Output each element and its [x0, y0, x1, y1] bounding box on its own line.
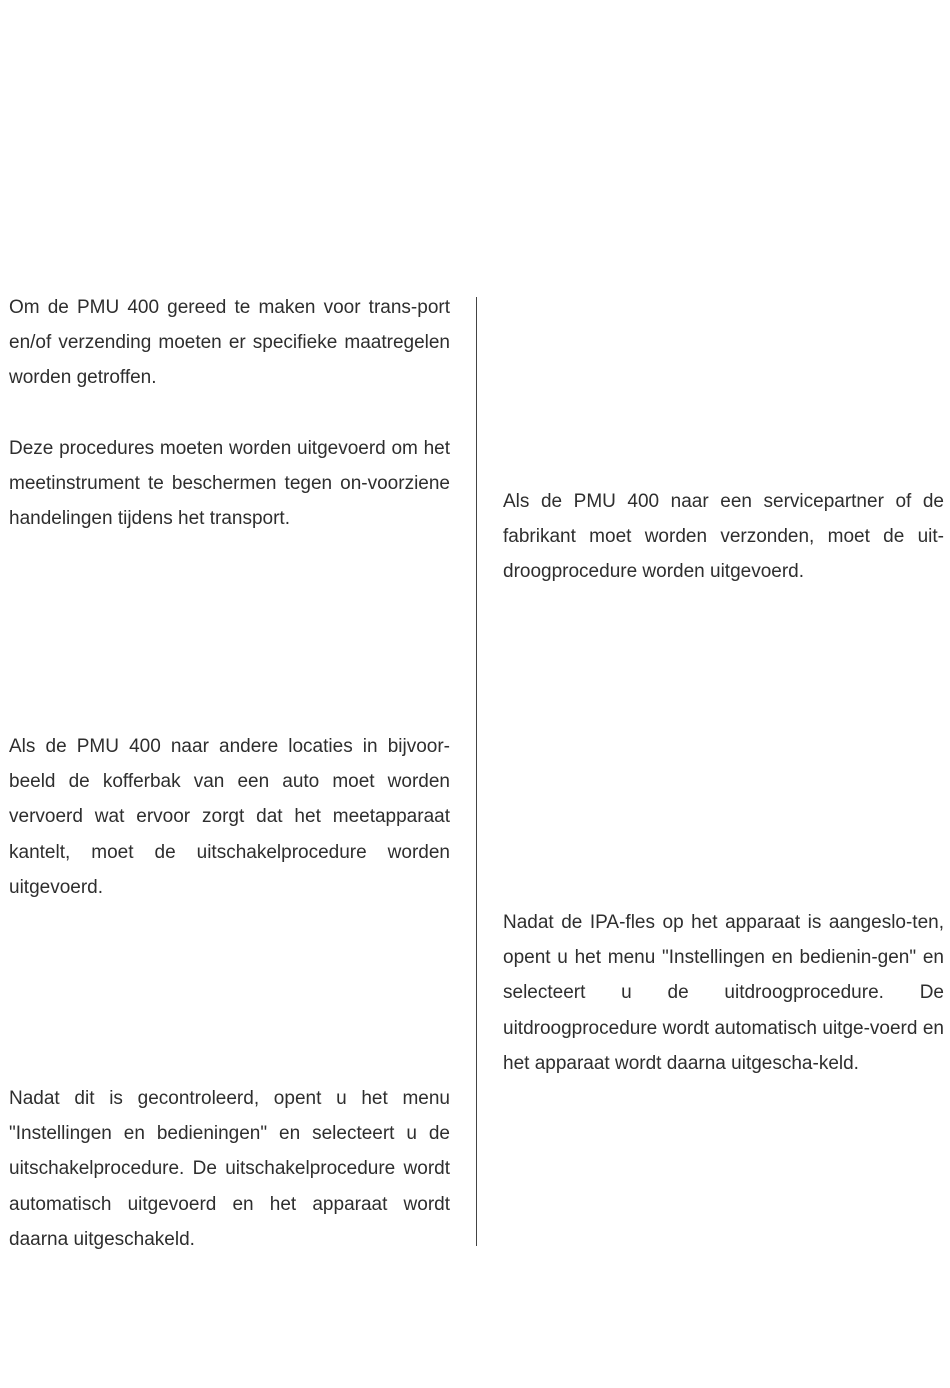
procedure-purpose-paragraph: Deze procedures moeten worden uitgevoerd om het meetinstrument te beschermen tegen on-voorziene handelingen tijdens het transport. [9, 438, 450, 530]
shutdown-steps-paragraph: Nadat dit is gecontroleerd, opent u het menu "Instellingen en bedieningen" en selecteert u de uitschakelprocedure. De uitschakelprocedure wordt automatisch uitgevoerd en het apparaat wordt daarna uitgeschakeld. [9, 1088, 450, 1250]
drying-condition-paragraph: Als de PMU 400 naar een servicepartner of de fabrikant moet worden verzonden, moet de uit-droogprocedure worden uitgevoerd. [503, 491, 944, 583]
drying-steps-paragraph: Nadat de IPA-fles op het apparaat is aangeslo-ten, opent u het menu "Instellingen en bedienin-gen" en selecteert u de uitdroogprocedure. De uitdroogprocedure wordt automatisch uitge-voerd en het apparaat wordt daarna uitgescha-keld. [503, 912, 944, 1074]
transport-intro-paragraph: Om de PMU 400 gereed te maken voor trans-port en/of verzending moeten er specifieke maatregelen worden getroffen. [9, 297, 450, 389]
shutdown-condition-paragraph: Als de PMU 400 naar andere locaties in bijvoor-beeld de kofferbak van een auto moet worden vervoerd wat ervoor zorgt dat het meetapparaat kantelt, moet de uitschakelprocedure worden uitgevoerd. [9, 736, 450, 898]
column-divider [476, 297, 477, 1246]
